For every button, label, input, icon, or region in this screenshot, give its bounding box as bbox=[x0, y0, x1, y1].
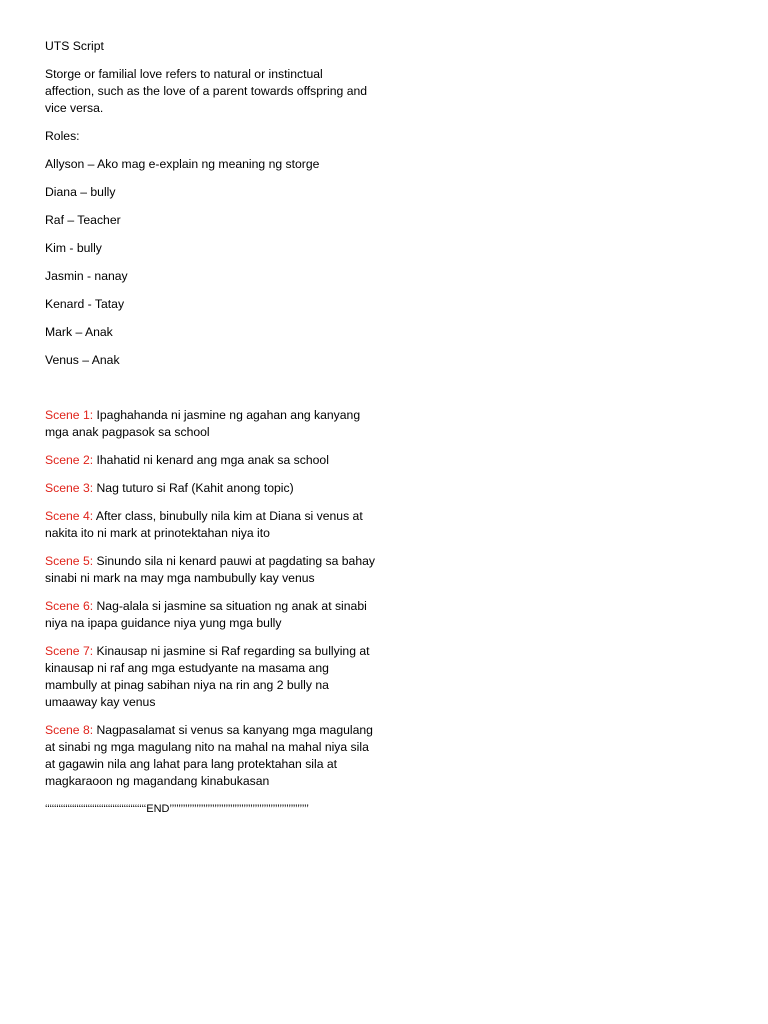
scene-item bbox=[45, 722, 375, 790]
scene-text: Kinausap ni jasmine si Raf regarding sa bullying at kinausap ni raf ang mga estudyante na masama ang mambully at pinag sabihan niya na rin ang 2 bully na umaaway kay venus bbox=[45, 644, 370, 709]
scene-label: Scene 8: bbox=[45, 723, 94, 737]
scene-label: Scene 7: bbox=[45, 644, 94, 658]
role-item: Venus – Anak bbox=[45, 353, 120, 367]
scene-text: Sinundo sila ni kenard pauwi at pagdating sa bahay sinabi ni mark na may mga nambubully kay venus bbox=[45, 554, 375, 585]
scene-label: Scene 1: bbox=[45, 408, 94, 422]
role-item: Allyson – Ako mag e-explain ng meaning ng storge bbox=[45, 157, 320, 171]
document-content bbox=[45, 38, 375, 829]
scene-text: Ipaghahanda ni jasmine ng agahan ang kanyang mga anak pagpasok sa school bbox=[45, 408, 361, 439]
role-item: Diana – bully bbox=[45, 185, 116, 199]
scene-text: Ihahatid ni kenard ang mga anak sa school bbox=[96, 453, 329, 467]
scene-text: Nagpasalamat si venus sa kanyang mga magulang at sinabi ng mga magulang nito na mahal na mahal niya sila at gagawin nila ang lahat para lang protektahan sila at magkaraoon ng magandang kinabukasan bbox=[45, 723, 373, 788]
scene-label: Scene 5: bbox=[45, 554, 94, 568]
role-item: Mark – Anak bbox=[45, 325, 113, 339]
scene-text: After class, binubully nila kim at Diana si venus at nakita ito ni mark at prinotektahan niya ito bbox=[45, 509, 363, 540]
scenes-list bbox=[45, 407, 375, 790]
roles-list bbox=[45, 156, 375, 369]
scene-item bbox=[45, 643, 375, 711]
scene-label: Scene 3: bbox=[45, 481, 94, 495]
scene-label: Scene 6: bbox=[45, 599, 94, 613]
document-title: UTS Script bbox=[45, 39, 104, 53]
scene-item bbox=[45, 553, 375, 587]
storge-definition: Storge or familial love refers to natural or instinctual affection, such as the love of a parent towards offspring and vice versa. bbox=[45, 67, 368, 115]
scene-item bbox=[45, 480, 375, 497]
scene-label: Scene 4: bbox=[45, 509, 94, 523]
scene-item bbox=[45, 508, 375, 542]
scene-item bbox=[45, 452, 375, 469]
scene-text: Nag tuturo si Raf (Kahit anong topic) bbox=[96, 481, 294, 495]
role-item: Kim - bully bbox=[45, 241, 102, 255]
role-item: Jasmin - nanay bbox=[45, 269, 128, 283]
scene-label: Scene 2: bbox=[45, 453, 94, 467]
scene-item bbox=[45, 407, 375, 441]
roles-heading: Roles: bbox=[45, 129, 80, 143]
role-item: Raf – Teacher bbox=[45, 213, 121, 227]
role-item: Kenard - Tatay bbox=[45, 297, 125, 311]
scene-text: Nag-alala si jasmine sa situation ng anak at sinabi niya na ipapa guidance niya yung mga bully bbox=[45, 599, 367, 630]
end-marker: ‘‘‘‘‘‘‘‘‘‘‘‘‘‘‘‘‘‘‘‘‘‘‘‘‘‘‘‘‘‘‘‘‘‘‘‘‘‘‘‘‘‘‘‘‘END’’’’’’’’’’’’’’’’’’’’’’’’’’’’’’’’’’’’’’’’’’’’’’’’’’’’’’’’’’’’’’ bbox=[45, 803, 309, 815]
scene-item bbox=[45, 598, 375, 632]
